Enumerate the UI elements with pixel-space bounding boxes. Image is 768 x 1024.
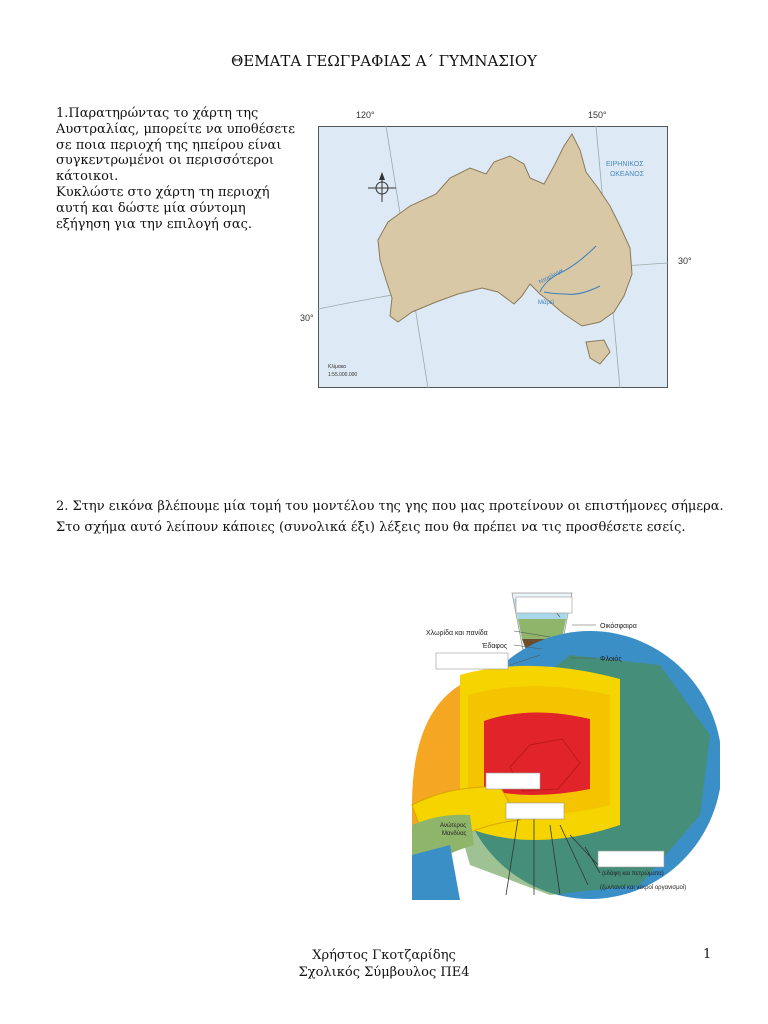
label-soils-rocks: (εδάφη και πετρώματα) (602, 871, 664, 877)
answer-box-2[interactable] (436, 653, 508, 669)
page-number: 1 (703, 947, 712, 962)
question-1-instruction: Κυκλώστε στο χάρτη τη περιοχή αυτή και δώστε μία σύντομη εξήγηση για την επιλογή σας. (56, 184, 270, 232)
footer-role: Σχολικός Σύμβουλος ΠΕ4 (298, 965, 470, 980)
question-2 (56, 496, 726, 538)
answer-box-3[interactable] (486, 773, 540, 789)
australia-map (318, 126, 668, 388)
question-2-text: 2. Στην εικόνα βλέπουμε μία τομή του μοντέλου της γης που μας προτείνουν οι επιστήμονες σήμερα. Στο σχήμα αυτό λείπουν κάποιες (συνολικά έξι) λέξεις που θα πρέπει να τις προσθέσετε εσείς. (56, 499, 724, 535)
label-flora-fauna: Χλωρίδα και πανίδα (426, 630, 488, 637)
answer-box-4[interactable] (506, 803, 564, 819)
label-crust: Φλοιός (600, 656, 622, 663)
lon-label-120-top: 120° (356, 110, 375, 120)
label-soil: Έδαφος (482, 643, 508, 650)
river-label-murray: Μάρεϊ (538, 300, 554, 306)
label-upper-mantle-1: Ανώτερος (440, 823, 467, 829)
page-title: ΘΕΜΑΤΑ ΓΕΩΓΡΑΦΙΑΣ Α΄ ΓΥΜΝΑΣΙΟΥ (230, 52, 538, 70)
footer (0, 947, 768, 981)
scale-title: Κλίμακα (328, 364, 347, 370)
lat-label-left: 30° (300, 313, 314, 323)
label-biosphere: Οικόσφαιρα (600, 623, 637, 630)
answer-box-1[interactable] (516, 597, 572, 613)
label-upper-mantle-2: Μανδύας (442, 831, 467, 837)
lon-label-150-top: 150° (588, 110, 607, 120)
earth-cross-section (410, 555, 720, 900)
lat-label-right: 30° (678, 256, 692, 266)
ocean-label-1: ΕΙΡΗΝΙΚΟΣ (606, 161, 644, 168)
label-living-organisms: (ζωντανοί και νεκροί οργανισμοί) (600, 885, 687, 891)
question-1-text: 1.Παρατηρώντας το χάρτη της Αυστραλίας, μπορείτε να υποθέσετε σε ποια περιοχή της ηπείρου είναι συγκεντρωμένοι οι περισσότεροι κάτοικοι. (56, 106, 295, 185)
river-label-darling: Νταρλινγκ (538, 267, 565, 286)
question-1 (56, 106, 296, 232)
ocean-label-2: ΩΚΕΑΝΟΣ (610, 171, 645, 178)
scale-value: 1:55.000.000 (328, 372, 358, 378)
answer-box-5[interactable] (598, 851, 664, 867)
footer-author: Χρήστος Γκοτζαρίδης (312, 948, 456, 963)
